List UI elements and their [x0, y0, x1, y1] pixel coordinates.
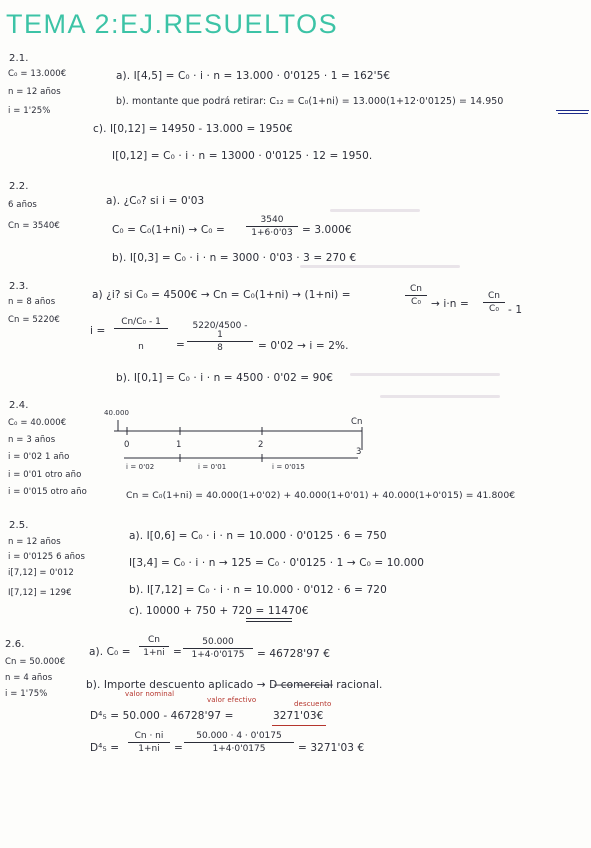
timeline-tick-label: 0 — [124, 440, 130, 450]
fraction-denominator: 1+4·0'0175 — [184, 742, 294, 754]
given-value: n = 12 años — [8, 537, 61, 547]
fraction-numerator: Cn — [410, 284, 422, 294]
fraction-numerator: Cn · ni — [134, 731, 164, 741]
fraction-denominator: n — [114, 328, 168, 352]
given-value: i = 1'25% — [8, 106, 51, 116]
solution-line: I[3,4] = C₀ · i · n → 125 = C₀ · 0'0125 · 1 → C₀ = 10.000 — [129, 557, 425, 569]
exercise-number: 2.1. — [9, 53, 29, 64]
exercise-number: 2.6. — [5, 639, 25, 650]
fraction-denominator: 1+6·0'03 — [246, 226, 298, 238]
result-text: = 3271'03 € — [298, 742, 365, 754]
solution-line: a) ¿i? si C₀ = 4500€ → Cn = C₀(1+ni) → (1+ni) = — [92, 289, 351, 301]
timeline-tick-label: 2 — [258, 440, 264, 450]
exercise-number: 2.3. — [9, 281, 29, 292]
solution-line: i = — [90, 325, 106, 337]
solution-line: c). I[0,12] = 14950 - 13.000 = 1950€ — [93, 123, 293, 135]
fraction-denominator: 1+ni — [139, 646, 169, 658]
solution-line: b). I[7,12] = C₀ · i · n = 10.000 · 0'012 · 6 = 720 — [129, 584, 387, 596]
given-value: C₀ = 13.000€ — [8, 69, 67, 79]
given-value: 6 años — [8, 200, 37, 210]
solution-line: I[0,12] = C₀ · i · n = 13000 · 0'0125 · 12 = 1950. — [112, 150, 373, 162]
given-value: Cn = 3540€ — [8, 221, 60, 231]
solution-line: a). ¿C₀? si i = 0'03 — [106, 195, 205, 207]
solution-line: - 1 — [508, 304, 523, 316]
timeline-rate-label: i = 0'02 — [126, 463, 155, 471]
fraction — [184, 732, 294, 754]
solution-line: b). I[0,1] = C₀ · i · n = 4500 · 0'02 = 90€ — [116, 372, 333, 384]
fraction-numerator: Cn — [488, 291, 500, 301]
solution-line: = — [173, 646, 182, 658]
solution-line: a). I[0,6] = C₀ · i · n = 10.000 · 0'0125 · 6 = 750 — [129, 530, 387, 542]
given-value: Cn = 5220€ — [8, 315, 60, 325]
solution-line: b). Importe descuento aplicado → D ̶c̶o̶m̶e̶r̶c̶i̶a̶l̶ racional. — [86, 679, 383, 691]
given-value: n = 4 años — [5, 673, 53, 683]
timeline-tick-label: 1 — [176, 440, 182, 450]
result-text: = 46728'97 € — [257, 648, 331, 660]
fraction-denominator: 8 — [187, 341, 253, 353]
given-value: i = 0'01 otro año — [8, 470, 82, 480]
fraction-numerator: 3540 — [260, 215, 284, 225]
given-value: i = 0'0125 6 años — [8, 552, 86, 562]
given-value: Cn = 50.000€ — [5, 657, 66, 667]
fraction — [183, 638, 253, 660]
annotation-note: descuento — [294, 700, 332, 708]
given-value: I[7,12] = 129€ — [8, 588, 72, 598]
solution-line: c). 10000 + 750 + 720 = 11470€ — [129, 605, 309, 617]
timeline-tick-label: 3 — [356, 447, 362, 457]
exercise-number: 2.4. — [9, 400, 29, 411]
result-text: 3271'03€ — [273, 710, 324, 722]
fraction-numerator: 50.000 · 4 · 0'0175 — [196, 731, 282, 741]
solution-line: a). C₀ = — [89, 646, 131, 658]
given-value: n = 3 años — [8, 435, 56, 445]
fraction — [139, 636, 169, 658]
solution-line: a). I[4,5] = C₀ · i · n = 13.000 · 0'0125 · 1 = 162'5€ — [116, 70, 391, 82]
given-value: i = 0'02 1 año — [8, 452, 70, 462]
given-value: i[7,12] = 0'012 — [8, 568, 74, 578]
timeline-start-label: 40.000 — [104, 409, 130, 417]
solution-line: → i·n = — [431, 298, 469, 310]
given-value: n = 8 años — [8, 297, 56, 307]
fraction-denominator: 1+4·0'0175 — [183, 648, 253, 660]
given-value: C₀ = 40.000€ — [8, 418, 67, 428]
timeline-rate-label: i = 0'015 — [272, 463, 305, 471]
fraction-denominator: C₀ — [405, 295, 427, 307]
given-value: i = 0'015 otro año — [8, 487, 87, 497]
solution-line: = — [174, 742, 183, 754]
exercise-number: 2.2. — [9, 181, 29, 192]
result-text: = 0'02 → i = 2%. — [258, 340, 349, 352]
exercise-number: 2.5. — [9, 520, 29, 531]
solution-line: D⁴₅ = — [90, 742, 120, 754]
result-underline — [246, 618, 292, 619]
page-title: TEMA 2:EJ.RESUELTOS — [6, 9, 339, 39]
result-underline — [246, 621, 292, 622]
solution-line: Cn = C₀(1+ni) = 40.000(1+0'02) + 40.000(1+0'01) + 40.000(1+0'015) = 41.800€ — [126, 490, 516, 501]
fraction-numerator: 5220/4500 - 1 — [192, 321, 248, 340]
result-underline — [272, 725, 326, 726]
annotation-note: valor efectivo — [207, 696, 257, 704]
fraction-numerator: Cn — [148, 635, 160, 645]
result-text: = 3.000€ — [302, 224, 352, 236]
given-value: i = 1'75% — [5, 689, 48, 699]
timeline-rate-label: i = 0'01 — [198, 463, 227, 471]
solution-line: b). I[0,3] = C₀ · i · n = 3000 · 0'03 · 3 = 270 € — [112, 252, 357, 264]
fraction-denominator: 1+ni — [128, 742, 170, 754]
fraction-denominator: C₀ — [483, 302, 505, 314]
given-value: n = 12 años — [8, 87, 61, 97]
fraction — [128, 732, 170, 754]
solution-line: D⁴₅ = 50.000 - 46728'97 = — [90, 710, 234, 722]
solution-line: C₀ = C₀(1+ni) → C₀ = — [112, 224, 225, 236]
solution-line: = — [176, 339, 185, 351]
solution-line: b). montante que podrá retirar: C₁₂ = C₀(1+ni) = 13.000(1+12·0'0125) = 14.950 — [116, 96, 504, 107]
timeline-end-label: Cn — [351, 417, 363, 427]
fraction-numerator: Cn/C₀ - 1 — [121, 317, 161, 327]
annotation-note: valor nominal — [125, 690, 175, 698]
fraction-numerator: 50.000 — [202, 637, 234, 647]
